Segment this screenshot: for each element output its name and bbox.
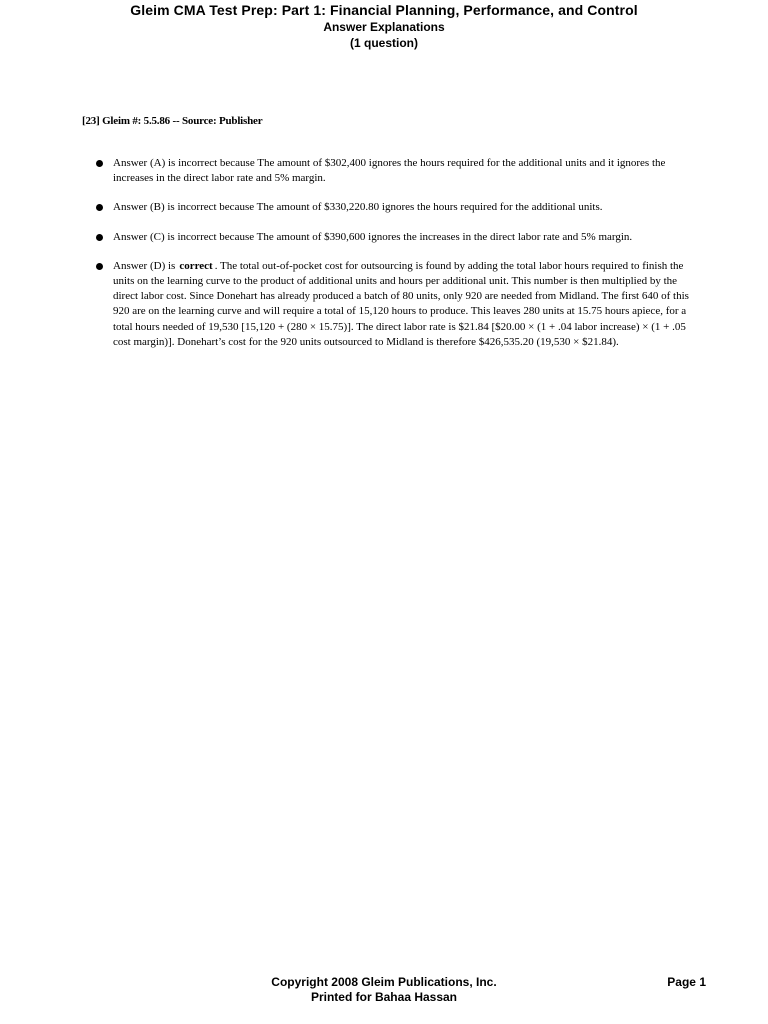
correct-label: correct [179, 259, 213, 272]
bullet-icon [96, 204, 103, 211]
bullet-icon [96, 263, 103, 270]
answer-item-c [96, 230, 696, 245]
answer-list [96, 156, 696, 364]
answer-item-d [96, 259, 696, 350]
printed-for: Printed for Bahaa Hassan [310, 990, 458, 1004]
page-number: Page 1 [667, 975, 706, 989]
bullet-icon [96, 234, 103, 241]
answer-prefix: Answer (D) is [113, 259, 176, 272]
copyright-notice: Copyright 2008 Gleim Publications, Inc. [271, 975, 497, 989]
document-subtitle: Answer Explanations [323, 20, 445, 34]
answer-item-b [96, 200, 696, 215]
page-footer [0, 975, 768, 1005]
bullet-icon [96, 160, 103, 167]
answer-text: Answer (A) is incorrect because The amount of $302,400 ignores the hours required for the additional units and it ignores the increases in the direct labor rate and 5% margin. [113, 157, 666, 185]
question-id: [23] Gleim #: 5.5.86 -- Source: Publisher [82, 115, 263, 127]
answer-text: Answer (C) is incorrect because The amount of $390,600 ignores the increases in the direct labor rate and 5% margin. [113, 230, 633, 243]
page-header [0, 0, 768, 51]
answer-text: . The total out-of-pocket cost for outsourcing is found by adding the total labor hours required to finish the units on the learning curve to the product of additional units and hours per additional unit. This number is then multiplied by the direct labor cost. Since Donehart has already produced a batch of 80 units, only 920 are needed from Midland. The first 640 of this 920 are on the learning curve and will require a total of 15,120 hours to produce. This leaves 280 units at 15.75 hours apiece, for a total hours needed of 19,530 [15,120 + (280 × 15.75)]. The direct labor rate is $21.84 [$20.00 × (1 + .04 labor increase) × (1 + .05 cost margin)]. Donehart’s cost for the 920 units outsourced to Midland is therefore $426,535.20 (19,530 × $21.84). [113, 259, 689, 348]
question-count: (1 question) [350, 36, 418, 50]
answer-text: Answer (B) is incorrect because The amount of $330,220.80 ignores the hours required for the additional units. [113, 201, 603, 214]
answer-item-a [96, 156, 696, 186]
document-title: Gleim CMA Test Prep: Part 1: Financial Planning, Performance, and Control [130, 2, 638, 18]
